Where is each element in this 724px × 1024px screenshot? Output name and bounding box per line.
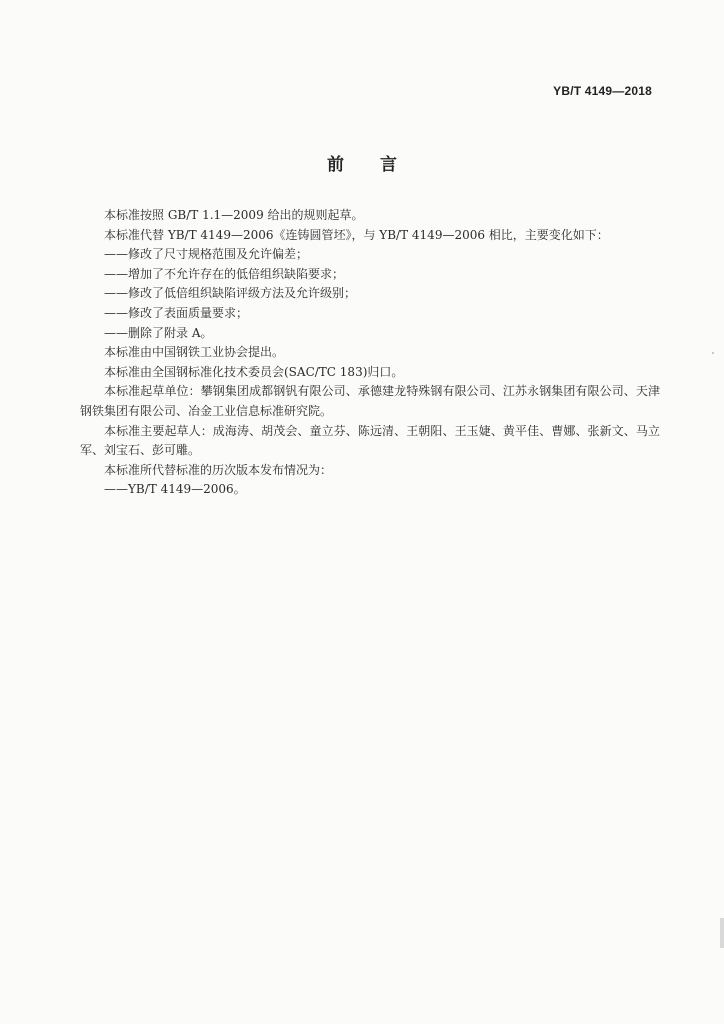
list-item-change-2: ——增加了不允许存在的低倍组织缺陷要求； (104, 266, 345, 281)
title-char-2: 言 (380, 155, 397, 175)
paragraph-proposer: 本标准由中国钢铁工业协会提出。 (104, 345, 285, 360)
scan-edge-shadow (720, 918, 724, 948)
paragraph-drafting-rules: 本标准按照 GB/T 1.1—2009 给出的规则起草。 (104, 208, 364, 222)
list-item-change-4: ——修改了表面质量要求； (104, 305, 249, 320)
paragraph-drafters: 本标准主要起草人：成海涛、胡茂会、童立芬、陈远清、王朝阳、王玉婕、黄平佳、曹娜、张新文、马立军、刘宝石、彭可雕。 (80, 423, 660, 458)
list-item-history-1: ——YB/T 4149—2006。 (104, 482, 246, 497)
title-char-1: 前 (327, 155, 344, 175)
scan-speck (712, 352, 714, 354)
standard-code: YB/T 4149—2018 (553, 84, 652, 98)
list-item-change-3: ——修改了低倍组织缺陷评级方法及允许级别； (104, 286, 357, 301)
paragraph-committee: 本标准由全国钢标准化技术委员会(SAC/TC 183)归口。 (104, 364, 404, 379)
paragraph-drafting-units: 本标准起草单位：攀钢集团成都钢钒有限公司、承德建龙特殊钢有限公司、江苏永钢集团有限公司、天津钢铁集团有限公司、冶金工业信息标准研究院。 (80, 384, 660, 418)
page-title (0, 150, 724, 175)
list-item-change-5: ——删除了附录 A。 (104, 325, 213, 340)
paragraph-replacement: 本标准代替 YB/T 4149—2006《连铸圆管坯》，与 YB/T 4149—2006 相比，主要变化如下： (104, 227, 609, 242)
foreword-body (80, 206, 660, 500)
list-item-change-1: ——修改了尺寸规格范围及允许偏差； (104, 247, 309, 262)
paragraph-history-intro: 本标准所代替标准的历次版本发布情况为： (104, 462, 333, 477)
